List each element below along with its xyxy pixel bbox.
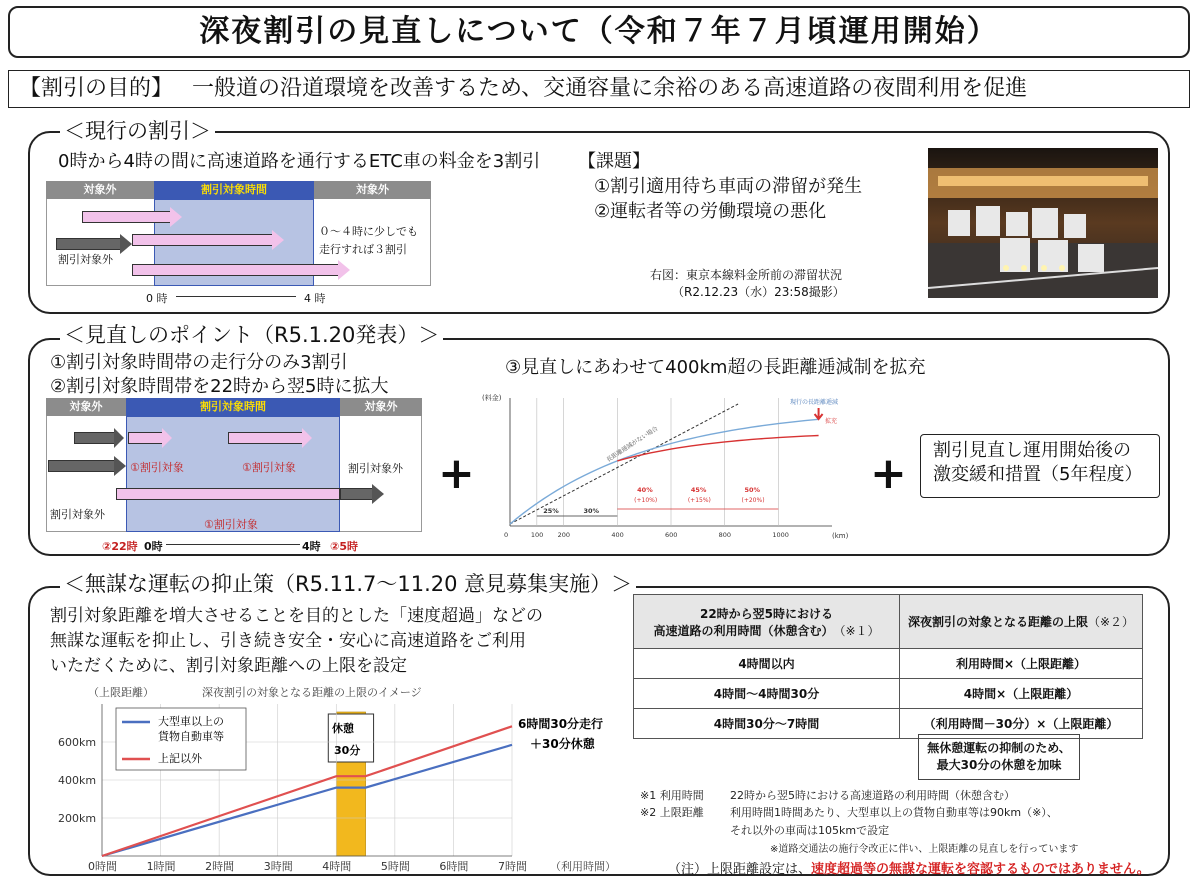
mitigation-line-2: 激変緩和措置（5年程度） [933, 464, 1143, 485]
taper-band-sub: (+15%) [687, 497, 711, 504]
distance-taper-chart [470, 388, 855, 542]
taper-band-rate: 40% [637, 486, 653, 494]
tollgate-congestion-photo [928, 148, 1158, 298]
footer-note: （注）上限距離設定は、速度超過等の無謀な運転を容認するものではありません。 [668, 862, 1150, 877]
tl2-tick-22: ②22時 [102, 540, 138, 553]
note-1-val: 22時から翌5時における高速道路の利用時間（休憩含む） [730, 789, 1015, 802]
tl1-arrow-3 [132, 234, 284, 246]
review-point-2: ②割引対象時間帯を22時から翌5時に拡大 [50, 376, 389, 397]
taper-expand-arrow [815, 408, 823, 419]
tl2-arrow-a [74, 432, 124, 444]
legend-series-2: 上記以外 [158, 752, 202, 765]
note-2-val-2: それ以外の車両は105kmで設定 [730, 824, 890, 837]
tl2-excl-left: 割引対象外 [50, 508, 105, 521]
limit-y-tick: 600km [58, 736, 97, 749]
tl1-head-right: 対象外 [314, 181, 431, 199]
taper-ylabel: (料金) [482, 394, 502, 402]
limit-x-tick: 4時間 [322, 860, 352, 873]
note-1-key: ※1 利用時間 [640, 789, 704, 802]
tl1-arrow-4 [132, 264, 350, 276]
taper-legend-expand: 拡充 [825, 418, 838, 425]
current-desc: 0時から4時の間に高速道路を通行するETC車の料金を3割引 [58, 151, 541, 172]
tl1-arrow-1 [82, 211, 182, 223]
purpose-text: 一般道の沿道環境を改善するため、交通容量に余裕のある高速道路の夜間利用を促進 [192, 76, 1028, 101]
tl2-arrow-f [340, 488, 384, 500]
current-timeline [46, 181, 431, 289]
tl2-arrow-d [48, 460, 126, 472]
current-heading: ＜現行の割引＞ [60, 119, 215, 143]
photo-caption-2: （R2.12.23（水）23:58撮影） [672, 285, 845, 299]
photo-caption-1: 右図：東京本線料金所前の滞留状況 [650, 268, 843, 282]
taper-x-tick: 800 [718, 531, 732, 539]
limit-chart-title: 深夜割引の対象となる距離の上限のイメージ [202, 686, 422, 699]
limit-heading: ＜無謀な運転の抑止策（R5.11.7～11.20 意見募集実施）＞ [60, 572, 636, 596]
tl2-excl-right: 割引対象外 [348, 462, 403, 475]
taper-x-tick: 200 [557, 531, 571, 539]
mitigation-box [920, 434, 1160, 498]
taper-x-tick: 0 [504, 531, 509, 539]
tl2-tick-0: 0時 [144, 540, 163, 553]
review-point-1: ①割引対象時間帯の走行分のみ3割引 [50, 352, 348, 373]
table-header-time: 22時から翌5時における 高速道路の利用時間（休憩含む） （※１） [634, 595, 900, 649]
tl1-tick-0: 0 時 [146, 292, 168, 305]
taper-band-rate: 30% [583, 507, 600, 515]
taper-no-taper-label: 長距離逓減がない場合 [605, 425, 660, 464]
taper-band-rate: 45% [690, 486, 707, 494]
note-2-val-1: 利用時間1時間あたり、大型車以上の貨物自動車等は90km（※）、 [730, 806, 1058, 819]
issues-title: 【課題】 [578, 151, 650, 172]
limit-x-tick: 5時間 [380, 860, 410, 873]
tl1-head-center: 割引対象時間 [154, 181, 314, 199]
table-row: 4時間～4時間30分 4時間×（上限距離） [634, 679, 1143, 709]
distance-limit-chart [40, 682, 630, 876]
plus-icon-2: + [870, 448, 907, 499]
tl2-arrow-b [128, 432, 174, 444]
taper-band-sub: (+20%) [741, 497, 765, 504]
review-timeline [46, 398, 422, 534]
taper-xlabel: (km) [832, 532, 849, 540]
end-label-2: ＋30分休憩 [530, 737, 595, 751]
tl2-head-left: 対象外 [46, 398, 126, 416]
plus-icon-1: + [438, 448, 475, 499]
rest-label-1: 休憩 [332, 722, 354, 735]
issue-2: ②運転者等の労働環境の悪化 [594, 201, 827, 222]
tl2-tick-5: ②5時 [330, 540, 358, 553]
tl2-disc-3: ①割引対象 [204, 518, 258, 531]
limit-x-tick: 6時間 [439, 860, 469, 873]
taper-x-tick: 600 [665, 531, 678, 539]
tl2-disc-2: ①割引対象 [242, 461, 296, 474]
limit-chart-xlabel: （利用時間） [550, 860, 616, 873]
purpose-label: 【割引の目的】 [19, 76, 174, 101]
limit-desc-2: 無謀な運転を抑止し、引き続き安全・安心に高速道路をご利用 [50, 631, 526, 651]
limit-desc-1: 割引対象距離を増大させることを目的とした「速度超過」などの [50, 606, 543, 626]
tl1-note-1: ０～４時に少しでも [319, 225, 418, 238]
note-2-key: ※2 上限距離 [640, 806, 704, 819]
tl2-head-right: 対象外 [340, 398, 422, 416]
limit-desc-3: いただくために、割引対象距離への上限を設定 [50, 656, 407, 676]
note-2-sub: ※道路交通法の施行令改正に伴い、上限距離の見直しを行っています [770, 844, 1079, 855]
end-label-1: 6時間30分走行 [518, 717, 604, 731]
legend-series-1-line2: 貨物自動車等 [158, 730, 224, 743]
limit-y-tick: 400km [58, 774, 97, 787]
table-header-limit: 深夜割引の対象となる距離の上限（※２） [900, 595, 1143, 649]
tl2-arrow-c [228, 432, 314, 444]
taper-no-taper-line [510, 404, 738, 524]
legend-series-1-line1: 大型車以上の [158, 715, 224, 728]
tl1-head-left: 対象外 [46, 181, 154, 199]
tl1-arrow-2 [56, 238, 132, 250]
tl1-note-2: 走行すれば３割引 [319, 243, 407, 256]
taper-x-tick: 400 [611, 531, 624, 539]
table-row: 4時間30分～7時間 （利用時間－30分）×（上限距離） [634, 709, 1143, 739]
rest-label-2: 30分 [334, 744, 361, 757]
taper-x-tick: 100 [530, 531, 544, 539]
taper-expand-line [617, 435, 818, 460]
limit-x-tick: 7時間 [498, 860, 527, 873]
review-heading: ＜見直しのポイント（R5.1.20発表）＞ [60, 323, 443, 347]
limit-x-tick: 3時間 [263, 860, 293, 873]
review-point-3: ③見直しにあわせて400km超の長距離逓減制を拡充 [505, 357, 926, 378]
tl2-disc-1: ①割引対象 [130, 461, 184, 474]
tl2-head-center: 割引対象時間 [126, 398, 340, 416]
limit-y-tick: 200km [58, 812, 97, 825]
limit-table [633, 594, 1143, 739]
issue-1: ①割引適用待ち車両の滞留が発生 [594, 176, 863, 197]
limit-x-tick: 1時間 [146, 860, 176, 873]
limit-x-tick: 0時間 [88, 860, 117, 873]
taper-x-tick: 1000 [772, 531, 789, 539]
tl1-excluded-label: 割引対象外 [58, 253, 113, 266]
table-row: 4時間以内 利用時間×（上限距離） [634, 649, 1143, 679]
taper-band-rate: 25% [543, 507, 559, 515]
tl2-tick-4: 4時 [302, 540, 321, 553]
tl1-tick-arrow [176, 296, 296, 297]
purpose-banner [8, 70, 1190, 108]
taper-band-sub: (+10%) [634, 497, 658, 504]
tl1-tick-4: 4 時 [304, 292, 326, 305]
mitigation-line-1: 割引見直し運用開始後の [933, 440, 1131, 461]
taper-band-rate: 50% [744, 486, 761, 494]
page-title: 深夜割引の見直しについて（令和７年７月頃運用開始） [8, 6, 1190, 58]
rest-callout: 無休憩運転の抑制のため、 最大30分の休憩を加味 [918, 734, 1080, 780]
taper-legend-current: 現行の長距離逓減 [790, 399, 839, 406]
limit-x-tick: 2時間 [205, 860, 235, 873]
limit-chart-ylabel: （上限距離） [88, 686, 154, 699]
tl2-arrow-e [116, 488, 340, 500]
